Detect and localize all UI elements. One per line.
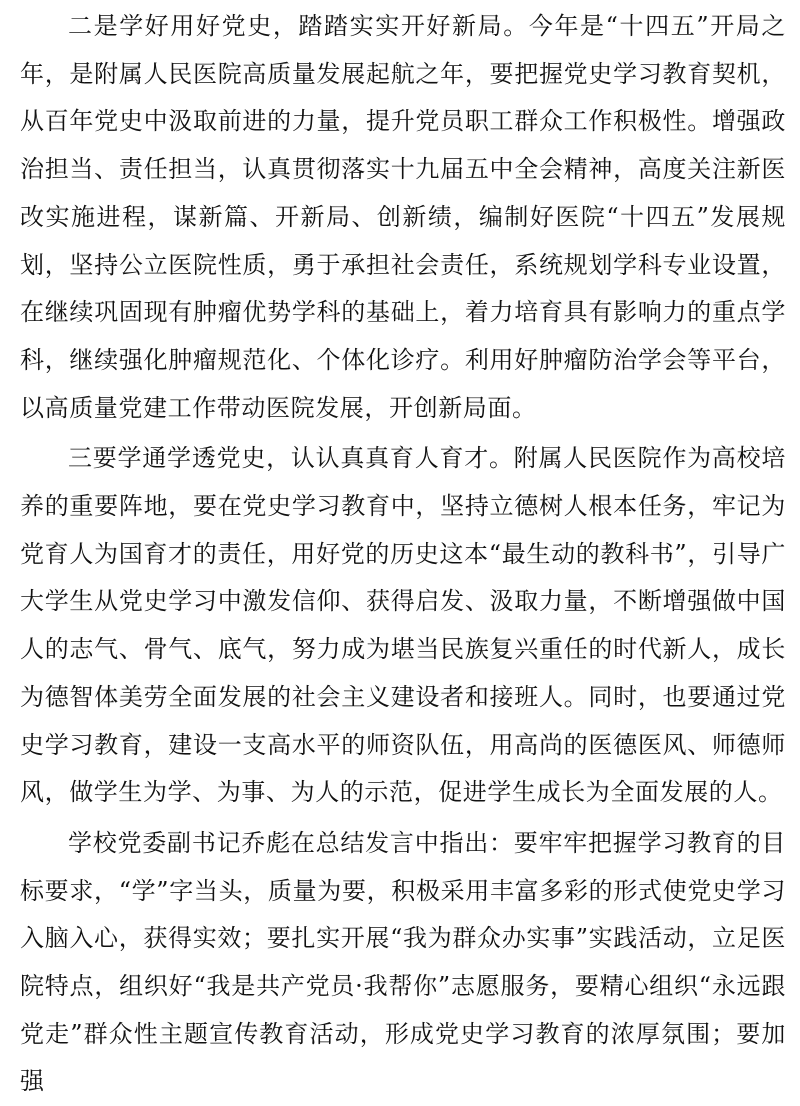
paragraph-summary: 学校党委副书记乔彪在总结发言中指出：要牢牢把握学习教育的目标要求，“学”字当头，质量为要，积极采用丰富多彩的形式使党史学习入脑入心，获得实效；要扎实开展“我为群众办实事”实践活动，立足医院特点，组织好“我是共产党员·我帮你”志愿服务，要精心组织“永远跟党走”群众性主题宣传教育活动，形成党史学习教育的浓厚氛围；要加强 <box>20 828 786 1096</box>
paragraph-development: 二是学好用好党史，踏踏实实开好新局。今年是“十四五”开局之年，是附属人民医院高质量发展起航之年，要把握党史学习教育契机，从百年党史中汲取前进的力量，提升党员职工群众工作积极性。增强政治担当、责任担当，认真贯彻落实十九届五中全会精神，高度关注新医改实施进程，谋新篇、开新局、创新绩，编制好医院“十四五”发展规划，坚持公立医院性质，勇于承担社会责任，系统规划学科专业设置，在继续巩固现有肿瘤优势学科的基础上，着力培育具有影响力的重点学科，继续强化肿瘤规范化、个体化诊疗。利用好肿瘤防治学会等平台，以高质量党建工作带动医院发展，开创新局面。 <box>20 12 786 422</box>
paragraph-education: 三要学通学透党史，认认真真育人育才。附属人民医院作为高校培养的重要阵地，要在党史学习教育中，坚持立德树人根本任务，牢记为党育人为国育才的责任，用好党的历史这本“最生动的教科书”，引导广大学生从党史学习中激发信仰、获得启发、汲取力量，不断增强做中国人的志气、骨气、底气，努力成为堪当民族复兴重任的时代新人，成长为德智体美劳全面发展的社会主义建设者和接班人。同时，也要通过党史学习教育，建设一支高水平的师资队伍，用高尚的医德医风、师德师风，做学生为学、为事、为人的示范，促进学生成长为全面发展的人。 <box>20 444 786 807</box>
